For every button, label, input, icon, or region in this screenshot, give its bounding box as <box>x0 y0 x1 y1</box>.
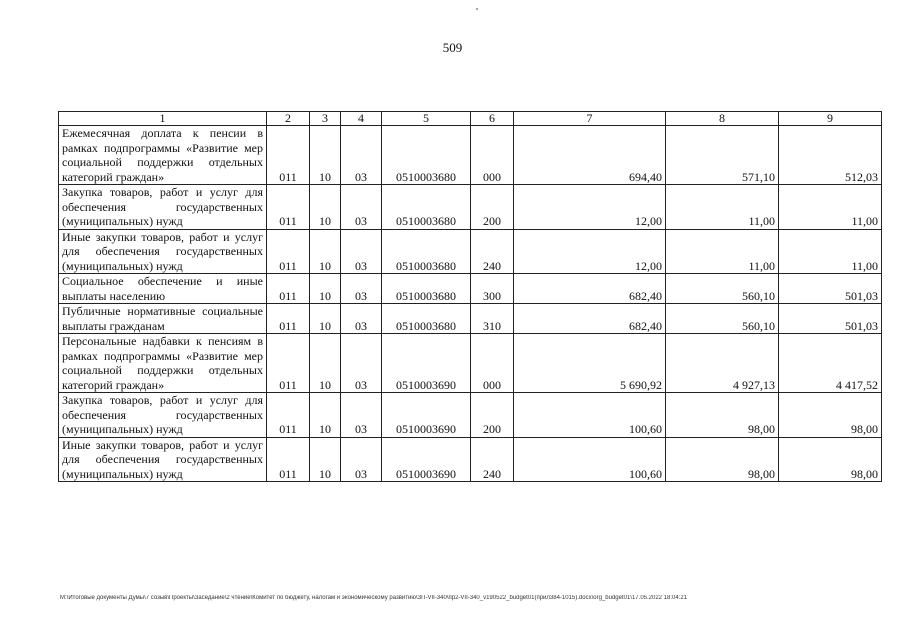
expense-type: 000 <box>471 334 514 393</box>
amount-col8: 11,00 <box>666 229 779 274</box>
subsection-code: 03 <box>341 274 382 304</box>
ministry-code: 011 <box>267 185 310 230</box>
expense-type: 000 <box>471 126 514 185</box>
row-name: Социальное обеспечение и иные выплаты населению <box>59 274 267 304</box>
table-row <box>59 334 882 393</box>
expense-type: 200 <box>471 393 514 438</box>
target-article: 0510003690 <box>382 334 471 393</box>
subsection-code: 03 <box>341 334 382 393</box>
section-code: 10 <box>310 229 341 274</box>
column-header: 9 <box>779 112 882 126</box>
amount-col8: 560,10 <box>666 274 779 304</box>
target-article: 0510003690 <box>382 393 471 438</box>
target-article: 0510003680 <box>382 274 471 304</box>
expense-type: 200 <box>471 185 514 230</box>
column-header: 3 <box>310 112 341 126</box>
column-header: 8 <box>666 112 779 126</box>
section-code: 10 <box>310 185 341 230</box>
amount-col9: 98,00 <box>779 437 882 482</box>
page-number: 509 <box>442 40 463 55</box>
amount-col9: 501,03 <box>779 304 882 334</box>
target-article: 0510003690 <box>382 437 471 482</box>
amount-col8: 560,10 <box>666 304 779 334</box>
amount-col8: 11,00 <box>666 185 779 230</box>
column-header: 5 <box>382 112 471 126</box>
amount-col7: 682,40 <box>514 304 666 334</box>
subsection-code: 03 <box>341 437 382 482</box>
amount-col8: 98,00 <box>666 437 779 482</box>
amount-col7: 682,40 <box>514 274 666 304</box>
amount-col8: 4 927,13 <box>666 334 779 393</box>
row-name: Закупка товаров, работ и услуг для обеспечения государственных (муниципальных) нужд <box>59 185 267 230</box>
amount-col8: 98,00 <box>666 393 779 438</box>
ministry-code: 011 <box>267 126 310 185</box>
table-row <box>59 126 882 185</box>
ministry-code: 011 <box>267 393 310 438</box>
ministry-code: 011 <box>267 304 310 334</box>
section-code: 10 <box>310 437 341 482</box>
column-header: 6 <box>471 112 514 126</box>
amount-col9: 11,00 <box>779 229 882 274</box>
scan-speck <box>476 8 478 10</box>
amount-col7: 12,00 <box>514 229 666 274</box>
subsection-code: 03 <box>341 304 382 334</box>
ministry-code: 011 <box>267 274 310 304</box>
amount-col7: 100,60 <box>514 437 666 482</box>
amount-col9: 4 417,52 <box>779 334 882 393</box>
subsection-code: 03 <box>341 185 382 230</box>
section-code: 10 <box>310 334 341 393</box>
table-row <box>59 185 882 230</box>
section-code: 10 <box>310 274 341 304</box>
row-name: Иные закупки товаров, работ и услуг для обеспечения государственных (муниципальных) нужд <box>59 437 267 482</box>
table-row <box>59 229 882 274</box>
column-header: 7 <box>514 112 666 126</box>
amount-col9: 501,03 <box>779 274 882 304</box>
amount-col9: 98,00 <box>779 393 882 438</box>
row-name: Закупка товаров, работ и услуг для обеспечения государственных (муниципальных) нужд <box>59 393 267 438</box>
amount-col8: 571,10 <box>666 126 779 185</box>
row-name: Персональные надбавки к пенсиям в рамках подпрограммы «Развитие мер социальной поддержки отдельных категорий граждан» <box>59 334 267 393</box>
ministry-code: 011 <box>267 334 310 393</box>
table-row <box>59 274 882 304</box>
table-row <box>59 393 882 438</box>
amount-col9: 11,00 <box>779 185 882 230</box>
ministry-code: 011 <box>267 229 310 274</box>
section-code: 10 <box>310 304 341 334</box>
column-header: 2 <box>267 112 310 126</box>
target-article: 0510003680 <box>382 185 471 230</box>
document-path-footer: M:\Итоговые документы Думы\7 созыв\Проекты\Заседание\2 чтение\Комитет по бюджету, налогам и экономическому развитию\ЗП-VII-340\пр2-VII-340_v190522_budget01(прил384-1015).docx\org_budget01\17.05.2022 18:04:21 <box>60 595 688 601</box>
column-header: 1 <box>59 112 267 126</box>
row-name: Ежемесячная доплата к пенсии в рамках подпрограммы «Развитие мер социальной поддержки отдельных категорий граждан» <box>59 126 267 185</box>
row-name: Публичные нормативные социальные выплаты гражданам <box>59 304 267 334</box>
subsection-code: 03 <box>341 229 382 274</box>
ministry-code: 011 <box>267 437 310 482</box>
section-code: 10 <box>310 393 341 438</box>
target-article: 0510003680 <box>382 304 471 334</box>
section-code: 10 <box>310 126 341 185</box>
expense-type: 300 <box>471 274 514 304</box>
amount-col7: 694,40 <box>514 126 666 185</box>
expense-type: 240 <box>471 437 514 482</box>
target-article: 0510003680 <box>382 229 471 274</box>
subsection-code: 03 <box>341 393 382 438</box>
column-header: 4 <box>341 112 382 126</box>
subsection-code: 03 <box>341 126 382 185</box>
amount-col7: 100,60 <box>514 393 666 438</box>
amount-col7: 5 690,92 <box>514 334 666 393</box>
table-row <box>59 437 882 482</box>
table-header-row <box>59 112 882 126</box>
budget-table <box>58 111 882 482</box>
amount-col9: 512,03 <box>779 126 882 185</box>
expense-type: 310 <box>471 304 514 334</box>
expense-type: 240 <box>471 229 514 274</box>
table-row <box>59 304 882 334</box>
target-article: 0510003680 <box>382 126 471 185</box>
row-name: Иные закупки товаров, работ и услуг для обеспечения государственных (муниципальных) нужд <box>59 229 267 274</box>
amount-col7: 12,00 <box>514 185 666 230</box>
